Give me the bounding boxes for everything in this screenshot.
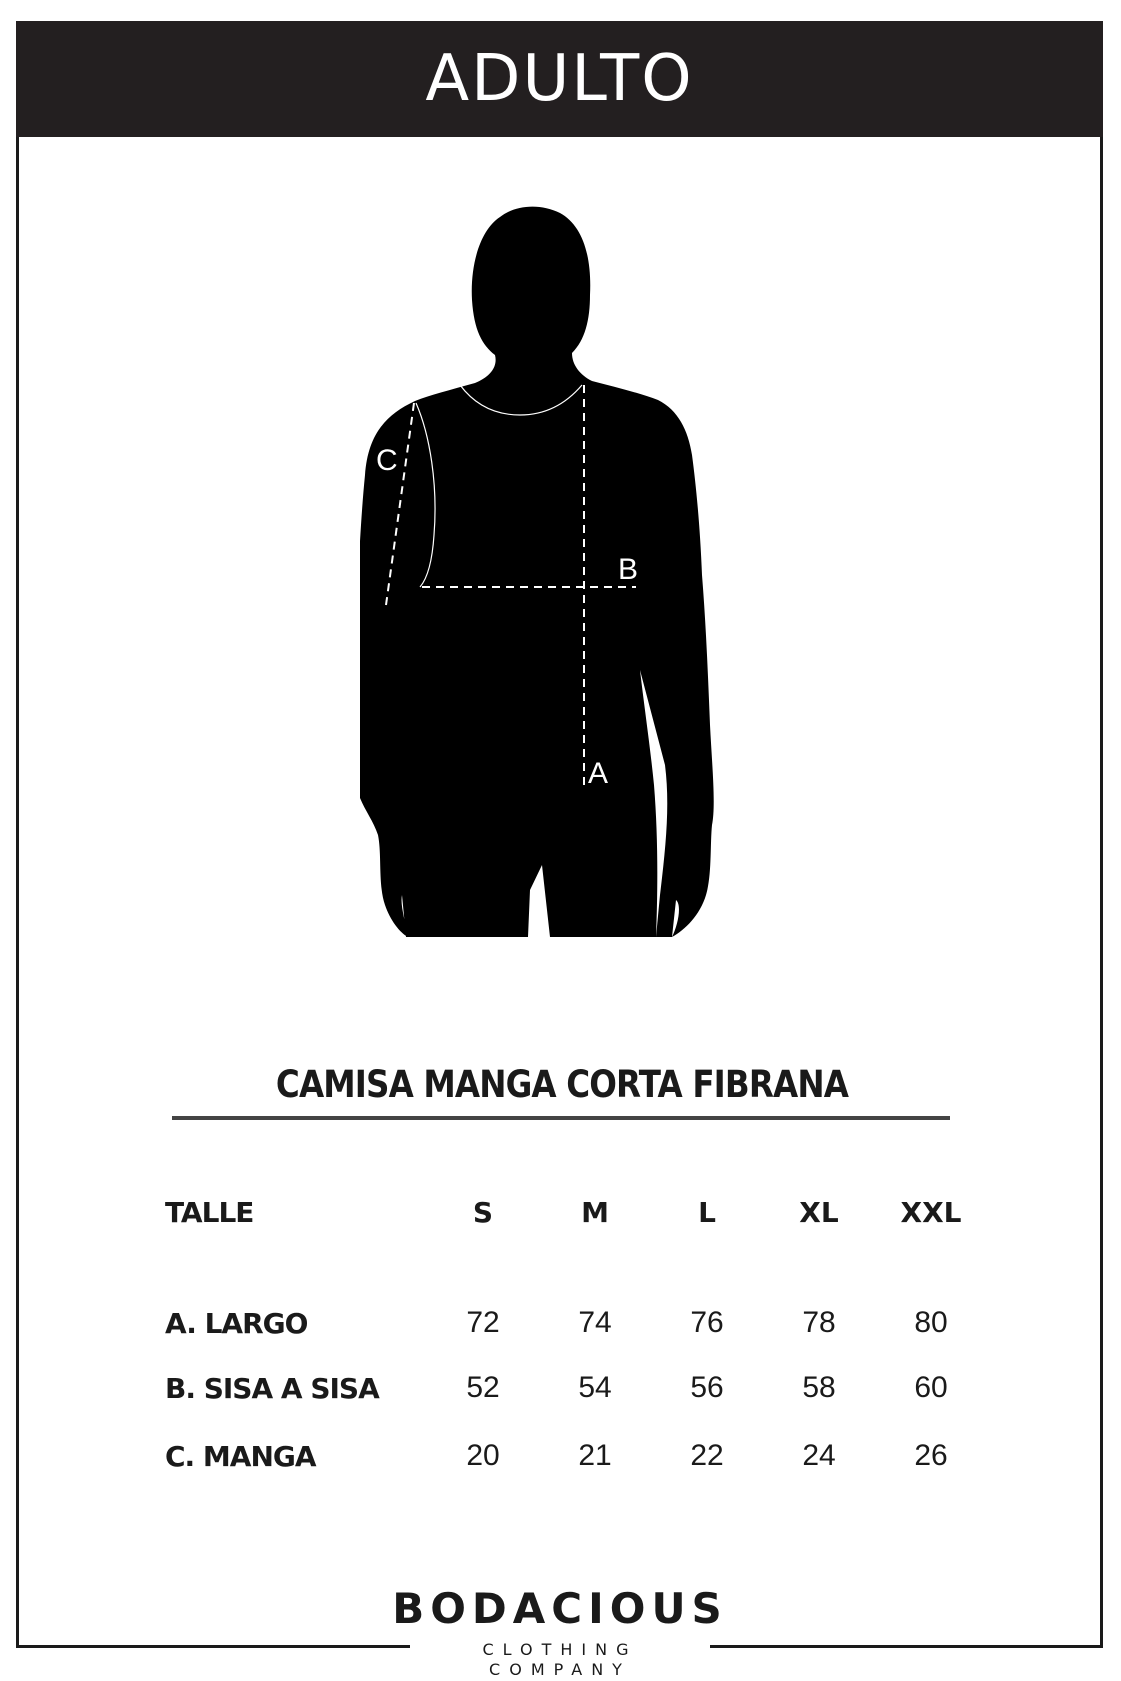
row-label: B. SISA A SISA xyxy=(165,1371,379,1405)
column-header-s: S xyxy=(472,1195,494,1229)
label-a: A xyxy=(588,757,609,790)
column-header-xxl: XXL xyxy=(900,1195,962,1229)
silhouette-shape xyxy=(360,207,714,937)
table-cell: 26 xyxy=(914,1439,948,1472)
table-row xyxy=(165,1354,987,1422)
brand-logo xyxy=(330,1585,790,1633)
table-cell: 52 xyxy=(466,1371,500,1404)
table-header-row xyxy=(165,1180,987,1244)
size-table xyxy=(165,1180,987,1490)
row-label: A. LARGO xyxy=(165,1307,308,1340)
table-cell: 54 xyxy=(578,1371,612,1404)
brand-subtitle: CLOTHING COMPANY xyxy=(410,1640,710,1680)
table-cell: 60 xyxy=(914,1371,948,1404)
table-row xyxy=(165,1422,987,1490)
table-cell: 21 xyxy=(578,1439,612,1472)
label-b: B xyxy=(618,553,639,586)
column-header-talle: TALLE xyxy=(165,1195,254,1229)
body-silhouette xyxy=(360,205,770,1005)
body-silhouette-drawing xyxy=(360,205,770,1005)
table-cell: 24 xyxy=(802,1439,836,1472)
product-title: CAMISA MANGA CORTA FIBRANA xyxy=(275,1063,849,1106)
title-divider xyxy=(172,1116,950,1120)
table-cell: 74 xyxy=(578,1306,612,1339)
header-bar xyxy=(16,21,1103,137)
table-cell: 56 xyxy=(690,1371,724,1404)
row-label: C. MANGA xyxy=(165,1439,316,1473)
table-cell: 20 xyxy=(466,1439,500,1472)
label-c: C xyxy=(376,444,398,477)
table-cell: 78 xyxy=(802,1306,836,1339)
header-title: ADULTO xyxy=(425,42,694,116)
table-cell: 58 xyxy=(802,1371,836,1404)
column-header-m: M xyxy=(581,1195,609,1229)
column-header-l: L xyxy=(698,1195,716,1229)
table-cell: 76 xyxy=(690,1306,724,1339)
table-cell: 80 xyxy=(914,1306,948,1339)
table-cell: 22 xyxy=(690,1439,724,1472)
table-row xyxy=(165,1244,987,1354)
column-header-xl: XL xyxy=(799,1195,839,1229)
table-cell: 72 xyxy=(466,1306,500,1339)
brand-name: BODACIOUS xyxy=(392,1584,728,1633)
